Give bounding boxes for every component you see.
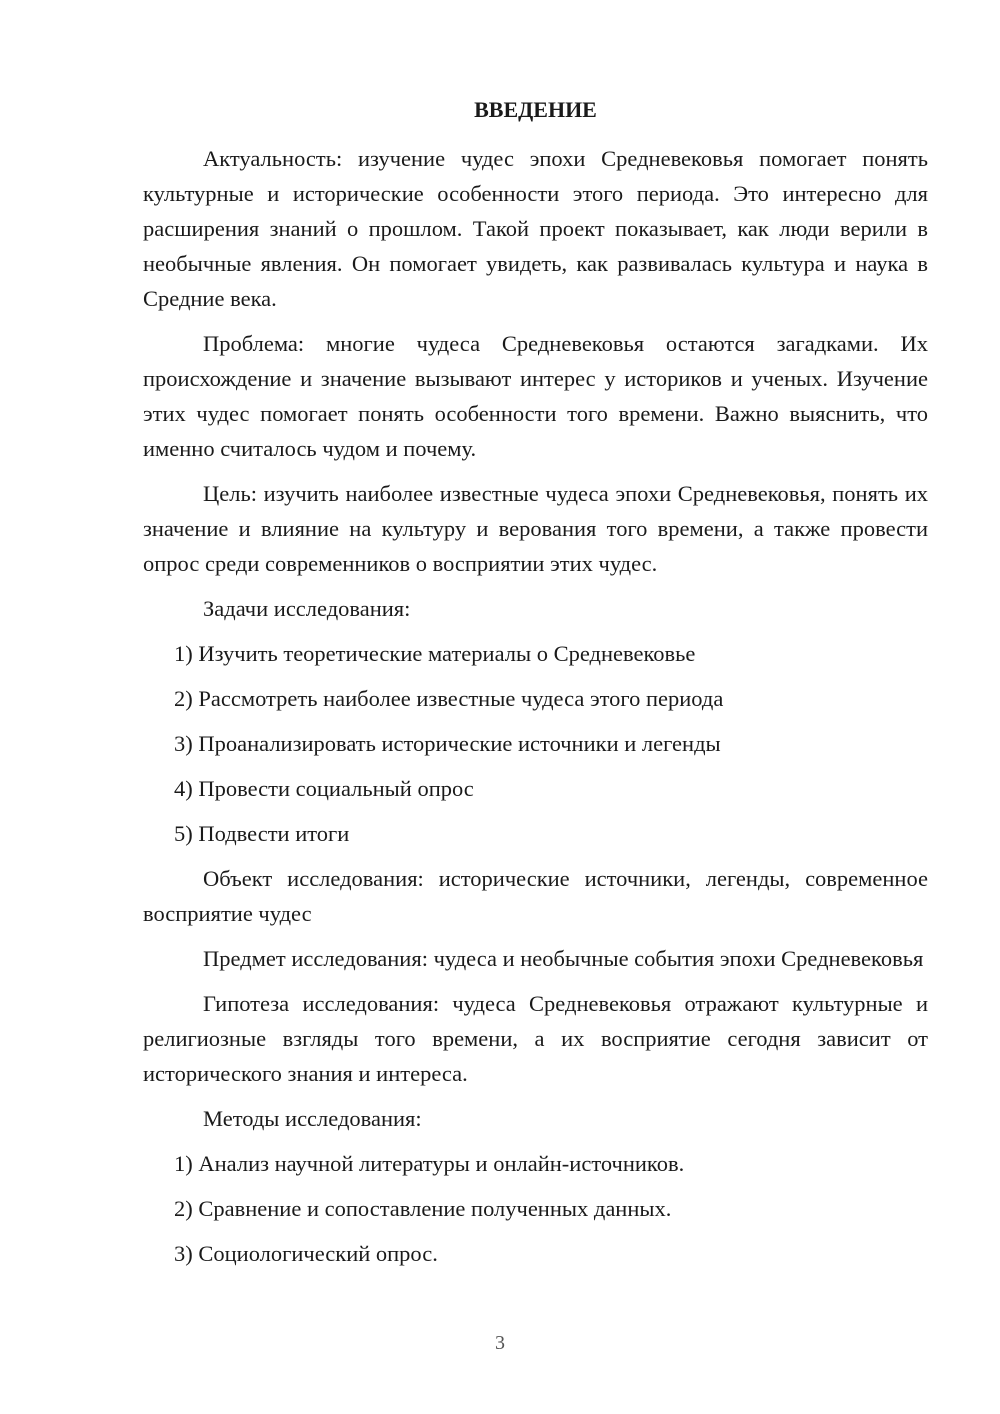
method-item: 2) Сравнение и сопоставление полученных данных. (174, 1196, 672, 1221)
tasks-heading: Задачи исследования: (203, 596, 411, 621)
hypothesis-paragraph: Гипотеза исследования: чудеса Средневековья отражают культурные и религиозные взгляды того времени, а их восприятие сегодня зависит от исторического знания и интереса. (143, 991, 928, 1086)
section-title: ВВЕДЕНИЕ (474, 97, 597, 122)
page-number: 3 (495, 1332, 505, 1354)
task-item: 2) Рассмотреть наиболее известные чудеса этого периода (174, 686, 724, 711)
goal-paragraph: Цель: изучить наиболее известные чудеса эпохи Средневековья, понять их значение и влияние на культуру и верования того времени, а также провести опрос среди современников о восприятии этих чудес. (143, 481, 928, 576)
methods-heading: Методы исследования: (203, 1106, 422, 1131)
subject-paragraph: Предмет исследования: чудеса и необычные события эпохи Средневековья (203, 946, 924, 971)
method-item: 3) Социологический опрос. (174, 1241, 438, 1266)
object-paragraph: Объект исследования: исторические источники, легенды, современное восприятие чудес (143, 866, 928, 926)
task-item: 4) Провести социальный опрос (174, 776, 474, 801)
method-item: 1) Анализ научной литературы и онлайн-источников. (174, 1151, 685, 1176)
relevance-paragraph: Актуальность: изучение чудес эпохи Средневековья помогает понять культурные и исторические особенности этого периода. Это интересно для расширения знаний о прошлом. Такой проект показывает, как люди верили в необычные явления. Он помогает увидеть, как развивалась культура и наука в Средние века. (143, 146, 928, 311)
task-item: 3) Проанализировать исторические источники и легенды (174, 731, 721, 756)
problem-paragraph: Проблема: многие чудеса Средневековья остаются загадками. Их происхождение и значение вызывают интерес у историков и ученых. Изучение этих чудес помогает понять особенности того времени. Важно выяснить, что именно считалось чудом и почему. (143, 331, 928, 461)
document-page (143, 92, 928, 1281)
task-item: 1) Изучить теоретические материалы о Средневековье (174, 641, 696, 666)
task-item: 5) Подвести итоги (174, 821, 350, 846)
